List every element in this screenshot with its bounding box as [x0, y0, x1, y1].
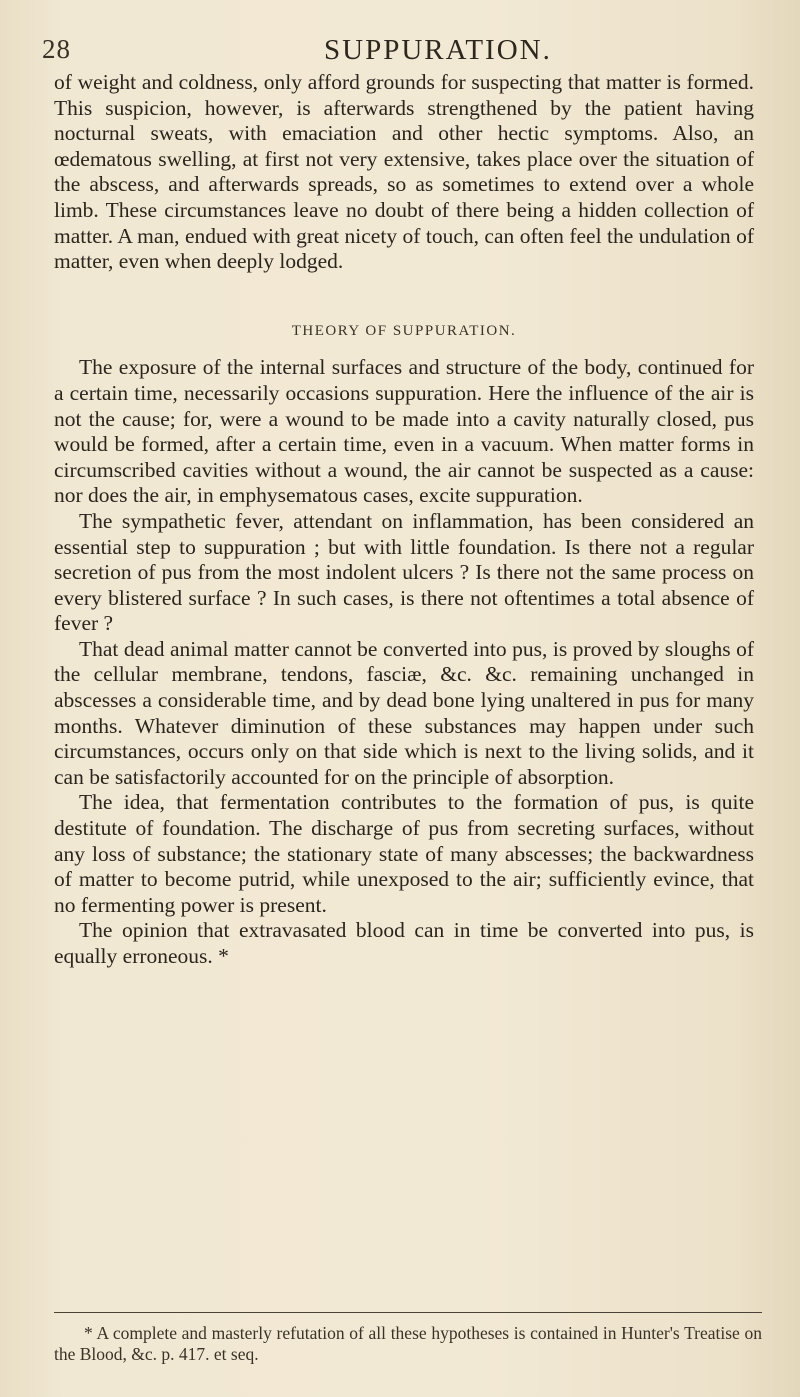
paragraph-fermentation: The idea, that fermentation contributes to the formation of pus, is quite destitute of foundation. The discharge of pus from secreting surfaces, without any loss of substance; the stationary state of many abscesses; the backwardness of matter to become putrid, while unexposed to the air; sufficiently evince, that no fermenting power is present. [54, 790, 754, 917]
paragraph-sympathetic-fever: The sympathetic fever, attendant on inflammation, has been considered an essential step to suppuration ; but with little foundation. Is there not a regular secretion of pus from the most indolent ulcers ? Is there not the same process on every blistered surface ? In such cases, is there not oftentimes a total absence of fever ? [54, 508, 754, 636]
paragraph-dead-animal-matter: That dead animal matter cannot be converted into pus, is proved by sloughs of the cellular membrane, tendons, fasciæ, &c. &c. remaining unchanged in abscesses a considerable time, and by dead bone lying unaltered in pus for many months. Whatever diminution of these substances may happen under such circumstances, occurs only on that side which is next to the living solids, and it can be satisfactorily accounted for on the principle of absorption. [54, 636, 754, 789]
paragraph-extravasated-blood: The opinion that extravasated blood can in time be converted into pus, is equally erroneous. * [54, 918, 754, 968]
body-text [54, 70, 754, 970]
footnote: * A complete and masterly refutation of all these hypotheses is contained in Hunter's Treatise on the Blood, &c. p. 417. et seq. [54, 1323, 762, 1364]
running-head [34, 28, 754, 68]
footnote-divider [54, 1312, 762, 1313]
paragraph-continued: of weight and coldness, only afford grounds for suspecting that matter is formed. This suspicion, however, is afterwards strengthened by the patient having nocturnal sweats, with emaciation and other hectic symptoms. Also, an œdematous swelling, at first not very extensive, takes place over the situation of the abscess, and afterwards spreads, so as sometimes to extend over a whole limb. These circumstances leave no doubt of there being a hidden collection of matter. A man, endued with great nicety of touch, can often feel the undulation of matter, even when deeply lodged. [54, 70, 754, 274]
section-heading: THEORY OF SUPPURATION. [291, 322, 517, 339]
running-title: SUPPURATION. [324, 34, 552, 66]
paragraph-exposure: The exposure of the internal surfaces and structure of the body, continued for a certain time, necessarily occasions suppuration. Here the influence of the air is not the cause; for, were a wound to be made into a cavity naturally closed, pus would be formed, after a certain time, even in a vacuum. When matter forms in circumscribed cavities without a wound, the air cannot be suspected as a cause: nor does the air, in emphysematous cases, excite suppuration. [54, 355, 754, 508]
page-number: 28 [42, 34, 71, 64]
